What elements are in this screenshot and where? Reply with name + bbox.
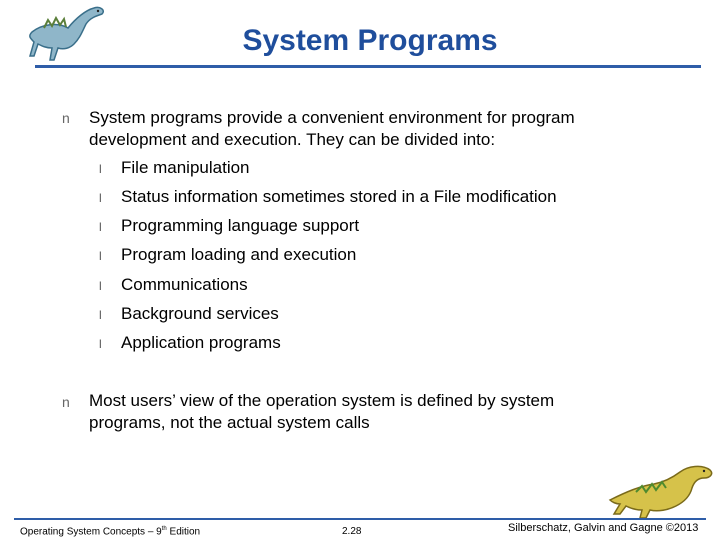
sub-bullet-marker: l — [99, 220, 102, 234]
footer-book-sup: th — [161, 526, 167, 532]
footer-book-prefix: Operating System Concepts – 9 — [20, 526, 162, 538]
footer-book-suffix: Edition — [166, 526, 201, 538]
sub-bullet-item: File manipulation — [121, 158, 250, 177]
sub-bullet-marker: l — [99, 308, 102, 322]
sub-bullet-item: Program loading and execution — [121, 245, 357, 264]
sub-bullet-item: Background services — [121, 304, 279, 323]
page-number: 2.28 — [342, 526, 362, 537]
page-title: System Programs — [242, 24, 498, 57]
sub-bullet-item: Communications — [121, 275, 248, 294]
last-line-1: Most users’ view of the operation system is defined by system — [89, 391, 555, 410]
footer-authors: Silberschatz, Galvin and Gagne ©2013 — [508, 522, 699, 534]
sub-bullet-marker: l — [99, 337, 102, 351]
sub-bullet-marker: l — [99, 162, 102, 176]
footer-book-title — [20, 526, 200, 537]
intro-line-1: System programs provide a convenient environment for program — [89, 108, 575, 127]
sub-bullet-item: Application programs — [121, 333, 281, 352]
intro-line-2: development and execution. They can be divided into: — [89, 130, 496, 149]
dinosaur-icon — [24, 4, 116, 68]
footer-divider — [14, 518, 706, 520]
sub-bullet-marker: l — [99, 279, 102, 293]
last-line-2: programs, not the actual system calls — [89, 413, 370, 432]
sub-bullet-marker: l — [99, 249, 102, 263]
sub-bullet-marker: l — [99, 191, 102, 205]
bullet-text-intro — [89, 107, 649, 151]
title-divider — [35, 65, 701, 68]
bullet-text-last — [89, 390, 649, 434]
dinosaur-icon — [606, 462, 716, 520]
sub-bullet-item: Programming language support — [121, 216, 360, 235]
bullet-marker: n — [62, 394, 70, 410]
sub-bullet-item: Status information sometimes stored in a File modification — [121, 187, 557, 206]
bullet-marker: n — [62, 110, 70, 126]
